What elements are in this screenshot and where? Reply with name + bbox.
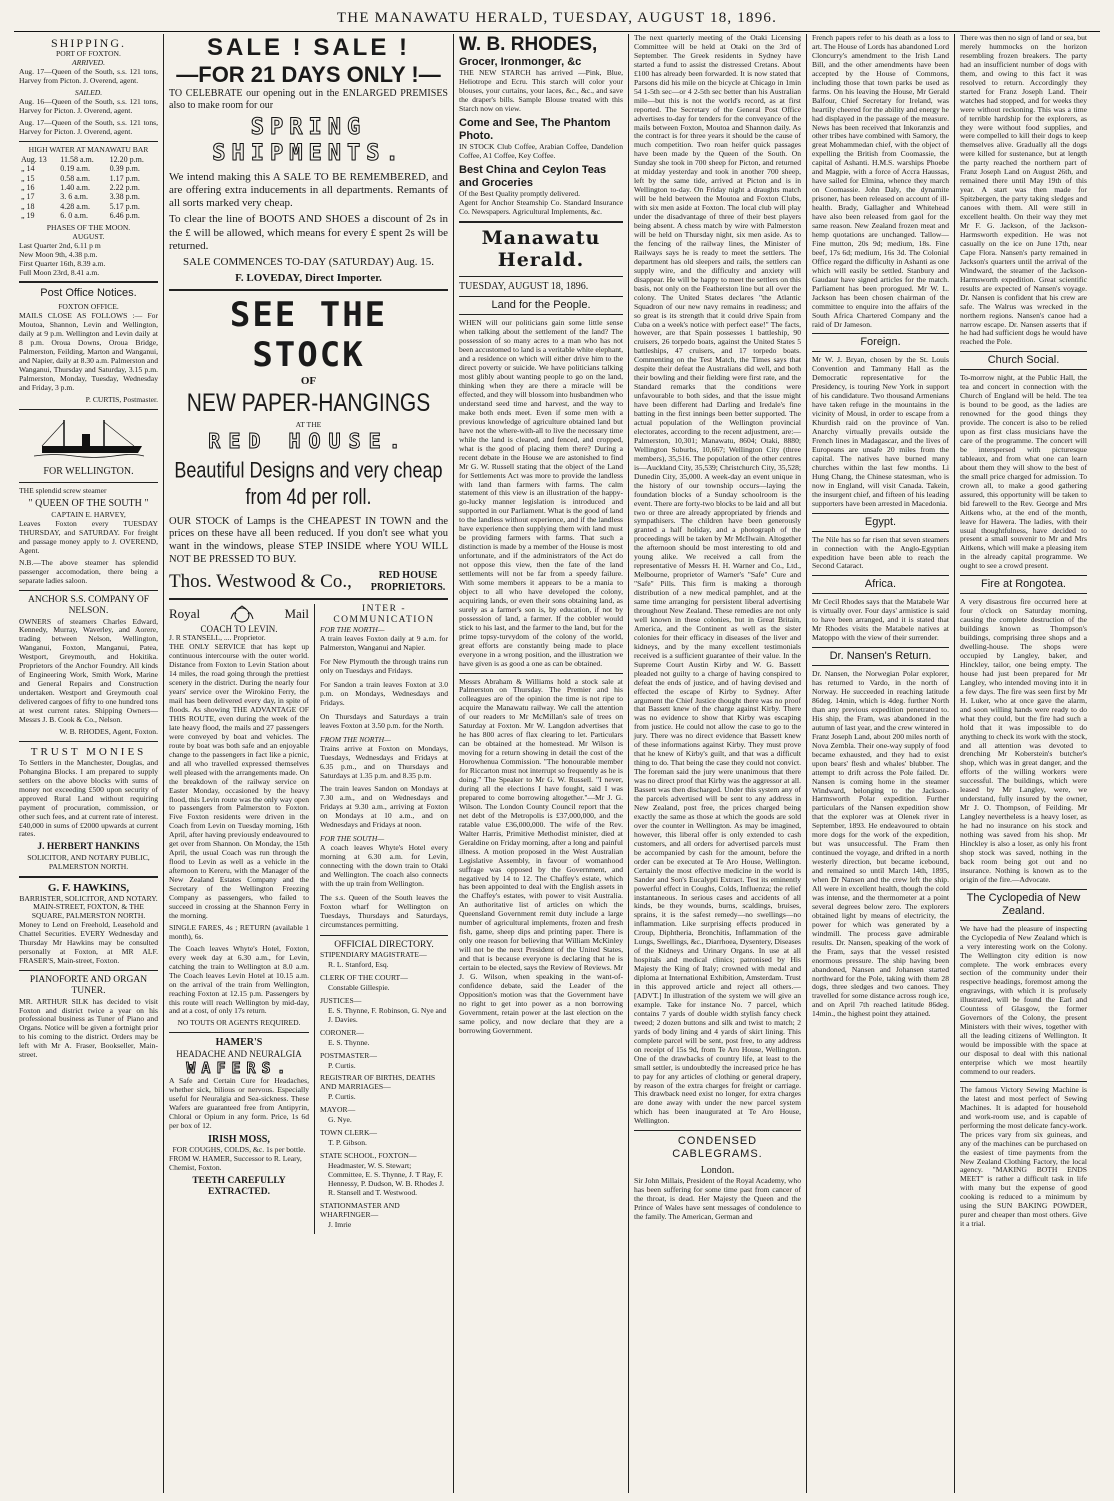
cablegrams-heading: CONDENSED CABLEGRAMS.: [672, 1135, 763, 1161]
phantom-photo: Come and See, The Phantom Photo.: [459, 117, 611, 143]
column-4: [629, 34, 807, 1493]
post-office-sub: FOXTON OFFICE.: [58, 302, 119, 312]
tide-cell: 6.46 p.m.: [109, 211, 140, 221]
coach-title: COACH TO LEVIN.: [200, 623, 278, 634]
directory-holder: T. P. Gibson.: [328, 1138, 367, 1148]
captain: CAPTAIN E. HARVEY,: [51, 510, 126, 520]
high-water-title: HIGH WATER AT MANAWATU BAR: [28, 144, 149, 154]
directory-holder: Constable Gillespie.: [328, 982, 390, 992]
train-notice: The s.s. Queen of the South leaves the Foxton wharf for Wellington on Tuesdays, Thursdays and Saturdays, circumstances permitting.: [320, 892, 448, 929]
paper-hangings: NEW PAPER-HANGINGS: [186, 389, 431, 418]
moon-phase: New Moon 9th, 4.38 p.m.: [19, 249, 98, 259]
steamer-line: THE splendid screw steamer: [19, 485, 107, 495]
tide-cell: „ 15: [21, 173, 35, 183]
directory-office: MAYOR—: [320, 1105, 356, 1115]
royal-label: Royal: [169, 606, 201, 622]
tide-row: [19, 202, 158, 211]
masthead: THE MANAWATU HERALD, TUESDAY, AUGUST 18, 1896.: [14, 10, 1100, 32]
local-news: The next quarterly meeting of the Otaki Licensing Committee will be held at Otaki on the 3rd of September. The Greek residents in Sydney have started a fund to assist the distressed Cretans. About £100 has already been forwarded. It is now stated that Parsons did his mile on the bicycle at Chicago in 1min 54 1-5th sec—or 4 2-5th sec better than his Australian mile—but this is not the world's record, as at first reported. The Secretary of the General Post Office advertises to-day for tenders for the conveyance of the mails between Foxton, Moutoa and Shannon daily. As the contract is for three years it should be the cause of much competition. Two roan heifer quick passages have been made by the Queen of the South. On Sunday she took in 700 sheep for Picton, and returned at midday yesterday and took in another 700 sheep, left by the same tide, arrived at Picton and is in Wellington to-day. On Friday night a draughts match will be held between the Moutoa and Foxton Clubs, with six men aside at Foxton. The local club will play under the disadvantage of three of their best players being absent. A chess match by wire with Palmerston will be held on Thursday night, six men aside. As to the fencing of the railway lines, the Minister of Railways says he is ready to meet the settlers. The department has old sleepers and rails, the settlers can supply wire, and the difficulty and anxiety will disappear. He will be happy to meet the settlers on this basis, not only on the Featherston line but all over the colony. The United States declares "the Atlantic Squadron of our new navy remains in readiness; and so great is its strength that it could drive Spain from Cuba on a week's notice with perfect ease!" The facts, however, are that Spain possesses 1 battleship, 90 cruisers, 26 torpedo boats, against the United States 5 battleships, 47 cruisers, and 17 torpedo boats. Commenting on the Test Match, the Times says that despite their defeat the Australians did well, and both their bowling and their fielding were first rate, and the Standard remarks that the conditions were unfavourable to both sides, and that the issue might have been different had Darling and Iredale's fine batting in the first innings been better supported. The actual population of the Wellington provincial electorates, according to the recent adjustment, are:—Palmerston, 10,301; Manawatu, 8604; Otaki, 8880; Wellington Suburbs, 10,667; Wellington City (three members), 35,516. The population of the other centres is—Auckland City, 35,539; Christchurch City, 35,528; Dunedin City, 35,000. A week-day an event unique in the history of our township occurs—laying the foundation blocks of a Sunday schoolroom is the event. There are forty-two blocks to be laid and all but two or three are already appropriated by friends and sympathisers. The children have been generously granted a half holiday, and a photograph of the proceedings will be taken by Mr McIlwain. Altogether the afternoon should be most interesting to old and young alike. We received a call from the representative of Messrs H. H. Warner and Co., Ltd., Melbourne, proprietor of Warner's "Safe" Cure and "Safe" Pills. This firm is making a thorough distribution of a new medical pamphlet, and at the same time arranging for persistent liberal advertising throughout New Zealand. These remedies are not only well known in these colonies, but in Great Britain, America, and the Continent as well as the sister colonies for their efficacy in diseases of the liver and kidneys, and by the many excellent testimonials received is a sufficient guarantee of their value. In the Supreme Court Austin Kirby and W. G. Bassett pleaded not guilty to a charge of having conspired to defeat the ends of justice, and of having devised and effected the escape of Kirby to Sydney. After argument the Chief Justice thought there was no proof that Bassett knew of the charge against Kirby. There was no evidence to show that Kirby was escaping from justice. He could not allow the case to go to the jury. There was no direct evidence that Bassett knew of these informations against Kirby. They must prove that he knew of Kirby's guilt, and that was a difficult thing to do. That being the case they could not convict. The foreman said the jury were unanimous that there was no direct proof that Kirby was the aggressor at all. Bassett was then discharged. Under this system any of the parcels advertised will be sent to any address in New Zealand, post free, the prices charged being exactly the same as those at which the goods are sold over the counter in Wellington. As may be imagined, however, this liberal offer is only extended to cash customers, and all orders for advertised parcels must be accompanied by cash for the amount, before the order can be executed at Te Aro House, Wellington. Certainly the most effective medicine in the world is Sander and Son's Eucalypti Extract. Test its eminently powerful effect in Coughs, Colds, Influenza; the relief instantaneous. In serious cases and accidents of all kinds, be they wounds, burns, scaldings, bruises, sprains, it is the safest remedy—no swellings—no inflammation. Like surprising effects produced in Croup, Diphtheria, Bronchitis, Inflammation of the Lungs, Swellings, &c., Diarrhoea, Dysentery, Diseases of the Kidneys and Urinary Organs. In use at all hospitals and medical clinics; patronised by His Majesty the King of Italy; crowned with medal and diploma at International Exhibition, Amsterdam. Trust in this approved article and reject all others.—[ADVT.] In illustration of the system we will give an example. Take for instance No. 7 parcel, which contains 7 yards of double width stylish fancy check tweed; 2 dozen buttons and silk and twist to match; 2 yards of body lining and 4 yards of skirt lining. This complete parcel will be sent, post free, to any address on receipt of 15s 9d, from Te Aro House, Wellington. One of the drawbacks of country life, at least to the small settler, is undoubtedly the increased price he has to pay for any articles of clothing or general drapery, by reason of the extra charges for freight or carriage. This drawback need exist no longer, for extra charges are done away with under the new parcel system which has been inaugurated at Te Aro House, Wellington.: [634, 34, 801, 1126]
hamers-title: HAMER'S: [215, 1037, 263, 1049]
sailed-label: SAILED.: [74, 87, 103, 97]
directory: [315, 604, 448, 1234]
hawkins-body: Money to Lend on Freehold, Leasehold and Chattel Securities. EVERY Wednesday and Thursday Mr Hawkins may be consulted personally at Foxton, at MR ALF. FRASER'S, Main-street, Foxton.: [19, 920, 158, 966]
for-south: FOR THE SOUTH—: [320, 834, 385, 844]
official-directory-list: [320, 951, 448, 1230]
cyclopedia-news: We have had the pleasure of inspecting the Cyclopedia of New Zealand which is a very interesting work on the Colony. The Wellington city edition is now complete. The work embraces every section of the community under their respective headings, foremost among the engravings, with which it is profusely illustrated, will be found the Earl and Countess of Glasgow, the former Governors of the Colony, the present Ministers with their wives, together with all the leading citizens of Wellington. It would be impossible with the space at our disposal to deal with this national enterprise which we most heartily commend to our readers.: [960, 923, 1087, 1076]
tide-cell: 12.20 p.m.: [109, 154, 144, 164]
directory-office: REGISTRAR OF BIRTHS, DEATHS AND MARRIAGES—: [320, 1073, 436, 1092]
moon-phase: Full Moon 23rd, 8.41 a.m.: [19, 267, 100, 277]
directory-office: JUSTICES—: [320, 995, 362, 1005]
westwood-name: Thos. Westwood & Co.,: [169, 570, 352, 592]
train-notice: For Sandon a train leaves Foxton at 3.0 p.m. on Mondays, Wednesdays and Fridays.: [320, 679, 448, 707]
cyclopedia-heading: The Cyclopedia of New Zealand.: [960, 889, 1087, 921]
rhodes-name: W. B. RHODES,: [459, 34, 598, 55]
trust-body: To Settlers in the Manchester, Douglas, and Pohangina Blocks. I am prepared to supply settlers on the above blocks with sums of money not exceeding £500 upon security of approved Rural Land without requiring payment of procuration, commission, or other such fees, and at current rate of interest. £40,000 in sums of £2000 upwards at current rates.: [19, 757, 158, 839]
tide-cell: 3. 6 a.m.: [60, 192, 89, 202]
tide-row: [19, 174, 158, 183]
london-news: Sir John Millais, President of the Royal Academy, who has been suffering for some time past from cancer of the throat, is dead. Her Majesty the Queen and the Prince of Wales have sent messages of condolence to the family. The American, German and: [634, 1176, 801, 1221]
lamps-text: OUR STOCK of Lamps is the CHEAPEST IN TOWN and the prices on these have all been reduced. If you don't see what you want in the windows, please STEP INSIDE where YOU WILL NOT BE PRESSED TO BUY.: [169, 515, 448, 565]
anchor-title: ANCHOR S.S. COMPANY OF NELSON.: [28, 595, 149, 617]
nansen-continued: There was then no sign of land or sea, but merely hummocks on the horizon resembling frozen breakers. The party had an insufficient number of dogs with them, and owing to this fact it was resolved to return. Accordingly they started for Franz Joseph Land. Their watches had stopped, and for weeks they were without reckoning. This was a time of terrible hardship for the explorers, as they were without food supplies, and were compelled to kill their dogs to keep themselves alive. Gradually all the dogs were killed for sustenance, but at length the party reached the northern part of Franz Joseph Land on August 26th, and remained there until May 19th of this year. A start was then made for Spitzbergen, the party taking sledges and canoes with them. All were still in excellent health. On their way they met Mr F. G. Jackson, of the Jackson-Harmsworth expedition. He was not casually on the ice on June 17th, near Cape Flora. Nansen's party remained in Jackson's quarters until the arrival of the Windward, the steamer of the Jackson-Harmsworth expedition. Great scientific results are expected of Nansen's voyage. Dr. Nansen is confident that his crew are safe. The Walrus was wrecked in the northern regions. Nansen's canoe had a narrow escape. Dr. Nansen asserts that if he had had sufficient dogs he would have reached the Pole.: [960, 34, 1087, 347]
africa-news: Mr Cecil Rhodes says that the Matabele War is virtually over. Four days' armistice is said to have been arranged, and it is stated that Mr Rhodes visits the Matabele natives at Matoppo with the view of their surrender.: [812, 597, 949, 643]
tide-cell: Aug. 13: [21, 154, 47, 164]
fire-heading: Fire at Rongotea.: [960, 575, 1087, 594]
celebrate-text: TO CELEBRATE our opening out in the ENLARGED PREMISES also to make room for our: [169, 88, 448, 112]
shipping-title: SHIPPING.: [50, 36, 126, 50]
land-editorial: WHEN will our politicians gain some little sense when talking about the settlement of the land? The possession of so many acres to a man who has not been accustomed to land is a veritable white elephant, and a residence on which will either drive him to the direct poverty or suicide. We have politicians talking most glibly about wanting people to go on the land, thinking when they are there a miracle will be effected, and they will blossom into husbandmen who understand seed time and harvest, and the way to make both ends meet. Even if some men with a previous knowledge of agriculture obtained land but have not the where-with-all to live the necessary time while the land is cleared, and fenced, and cropped, what is the good of placing them there? During a recent debate in the House we are astonished to find Mr G. W. Russell stating that the object of the Land for Settlements Act was more to provide the landless with land than farmers with farms. The calm statement of this view is an illustration of the happy-go-lucky manner legislation is introduced and supported in our Parliament. What is the good of land to the landless without experience, and if the landless have experience then supplying them with land must be providing farmers with farms. That such a distinction is made by a member of the House is most unfortunate, and if the administrators of the Act do not oppose this view, then the fate of the land settlements will not be far from a speedy failure. With some members it appears to be a mania to object to all who have developed the colony, acquiring lands, or even their sons obtaining land, as surely as a farmer's son is, by education, if not by possession of land, a farmer. If the cobbler would stick to his last, and the farmer to the land, but for the prime topsy-turvydom of the colony of the world, great efforts are constantly being made to place everyone in a wrong position, and the illustration we have given is as good a one as can be obtained.: [459, 318, 623, 668]
hankins-sub: SOLICITOR, AND NOTARY PUBLIC, PALMERSTON NORTH.: [27, 852, 150, 871]
directory-holder: P. Curtis.: [328, 1060, 356, 1070]
moon-month: AUGUST.: [72, 231, 105, 241]
egypt-news: The Nile has so far risen that seven steamers in connection with the Anglo-Egyptian expedition have been able to reach the Second Cataract.: [812, 534, 949, 571]
piano-title: PIANOFORTE AND ORGAN TUNER.: [29, 975, 148, 997]
tide-row: [19, 211, 158, 220]
directory-office: STIPENDIARY MAGISTRATE—: [320, 949, 427, 959]
train-notice: On Thursdays and Saturdays a train leaves Foxton at 3.50 p.m. for the North.: [320, 711, 448, 730]
port-label: PORT OF FOXTON.: [56, 49, 121, 59]
piano-body: MR. ARTHUR SILK has decided to visit Foxton and district twice a year on his professional business as Tuner of Piano and Organs. Notice will be given a fortnight prior to his coming to the district. Orders may be left with Mr A. Fraser, Bookseller, Main-street.: [19, 996, 158, 1060]
wafers-body: A Safe and Certain Cure for Headaches, whether sick, bilious or nervous. Especially useful for Neuralgia and Sea-sickness. These Wafers are guaranteed free from Antipyrin, Chloral or Opium in any form. Price, 1s 6d per box of 12.: [169, 1076, 309, 1131]
moon-title: PHASES OF THE MOON.: [46, 222, 131, 232]
tide-cell: 5.17 p.m.: [109, 201, 140, 211]
sailing-notice: Leaves Foxton every TUESDAY THURSDAY, and SATURDAY. For freight and passage money apply to J. OVEREND, Agent.: [19, 519, 158, 556]
tide-row: [19, 155, 158, 164]
for-north: FOR THE NORTH—: [320, 625, 385, 635]
sewing-advert: The famous Victory Sewing Machine is the latest and most perfect of Sewing Machines. It is adapted for household and work-room use, and is capable of performing the most delicate fancy-work. The prices vary from six guineas, and any of the machines can be purchased on the easiest of time payments from the New Zealand Clothing Factory, the local agency. "MAKING BOTH ENDS MEET" is rather a difficult task in life with many but the expense of good cooking is reduced to a minimum by using the SUN BAKING POWDER, purer and cheaper than most others. Give it a trial.: [960, 1084, 1087, 1229]
column-6: [955, 34, 1092, 1493]
royal-crest-icon: [229, 604, 255, 624]
official-directory-title: OFFICIAL DIRECTORY.: [334, 939, 434, 950]
directory-holder: Headmaster, W. S. Stewart; Committee, E. S. Thynne, J. T Ray, F. Hennessy, P. Dudson, W. B. Rhodes J. R. Stansell and T. Westwood.: [328, 1161, 444, 1197]
teas-sub: Of the Best Quality promptly delivered.: [459, 188, 581, 198]
tide-cell: 0.39 p.m.: [109, 164, 140, 174]
trust-title: TRUST MONIES: [30, 745, 147, 758]
tide-cell: „ 17: [21, 192, 35, 202]
hankins-name: J. HERBERT HANKINS: [37, 842, 140, 853]
arrived-entry: Aug. 17—Queen of the South, s.s. 121 tons, Harvey from Picton. J. Overend, agent.: [19, 67, 158, 86]
directory-holder: J. Imrie: [328, 1219, 352, 1229]
sailed-entry: Aug. 16—Queen of the South, s.s. 121 tons, Harvey for Picton. J. Overend, agent.: [19, 96, 158, 115]
africa-heading: Africa.: [812, 575, 949, 594]
directory-office: TOWN CLERK—: [320, 1128, 378, 1138]
egypt-heading: Egypt.: [812, 513, 949, 532]
tide-cell: 0.19 a.m.: [60, 164, 91, 174]
sailed-entry: Aug. 17—Queen of the South, s.s. 121 tons, Harvey for Picton. J. Overend, agent.: [19, 117, 158, 136]
tide-cell: „ 16: [21, 183, 35, 192]
herald-nameplate: Manawatu Herald.: [481, 226, 601, 272]
london-heading: London.: [700, 1165, 735, 1177]
see-the-stock: SEE THE STOCK: [229, 294, 388, 375]
at-the: AT THE: [295, 419, 322, 429]
directory-holder: P. Curtis.: [328, 1092, 356, 1102]
train-notice: Trains arrive at Foxton on Mondays, Tuesdays, Wednesdays and Fridays at 6.35 p.m., and on Thursdays and Saturdays at 1.35 p.m. and 8.35 p.m.: [320, 743, 448, 780]
train-notice: A coach leaves Whyte's Hotel every morning at 6.30 a.m. for Levin, connecting with the down train to Otaki and Wellington. The coach also connects with the up train from Wellington.: [320, 843, 448, 888]
directory-holder: G. Nye.: [328, 1115, 352, 1125]
hamer-chemist: FROM W. HAMER, Successor to R. Leary, Chemist, Foxton.: [169, 1153, 302, 1172]
directory-office: STATIONMASTER AND WHARFINGER—: [320, 1200, 400, 1219]
steamship-icon: [34, 416, 144, 460]
directory-office: STATE SCHOOL, FOXTON—: [320, 1151, 417, 1161]
nansen-heading: Dr. Nansen's Return.: [812, 647, 949, 666]
column-3: [454, 34, 629, 1493]
agent-text: Agent for Anchor Steamship Co. Standard Insurance Co. Newspapers. Agricultural Implements, &c.: [459, 197, 623, 216]
irish-moss: IRISH MOSS,: [208, 1134, 270, 1146]
tide-cell: 1.17 p.m.: [109, 173, 140, 183]
land-heading: Land for the People.: [459, 296, 623, 315]
coffee-text: IN STOCK Club Coffee, Arabian Coffee, Dandelion Coffee, A1 Coffee, Key Coffee.: [459, 142, 623, 161]
directory-holder: R. L. Stanford, Esq.: [328, 959, 389, 969]
local-notes: Messrs Abraham & Williams hold a stock sale at Palmerston on Thursday. The Premier and his colleagues are of the opinion the time is not ripe to acquire the Manawatu railway. We call the attention of our readers to Mr McMillan's sale of trees on Saturday at Foxton. Mr W. Langdon advertises that he has 800 acres of flax clearing to let. Particulars can be obtained at the homestead. Mr Wilson is moving for a return showing in detail the cost of the Horowhenua Commission. "The honourable member for Riccarton must not interrupt so frequently as he is doing." The Speaker to Mr G. W. Russell. "I never, during all the elections I have fought, said I was prepared to come borrowing altogether."—Mr J. G. Wilson. The London County Council report that the net debt of the Metropolis is £37,000,000, and the ratable value £36,000,000. The wife of the Rev. Walter Harris, Primitive Methodist minister, died at Geraldine on Friday morning, after a long and painful illness. A motion proposed in the West Australian Legislative Assembly, in favour of womanhood suffrage was opposed by the Government, and negatived by 14 to 12. The Chaffey's estate, which has been appointed to deal with the English assets in the Chaffey's estates, with power to visit Australia. An authoritative list of articles on which the Queensland Government remit duty include a large number of agricultural implements, frozen and fresh fish, game, sheep dips and printing paper. There is only one reason for believing that William McKinley will not be the next President of the United States, and that is because everyone is declaring that he is certain to be elected, says the Review of Reviews. Mr J. G. Wilson, when speaking in the want-of-confidence debate, said the Leader of the Opposition's motion was that the Government have no right to get into power as a non borrowing Government, retain power at the last election on the same policy, and now declare that they are a borrowing Government.: [459, 676, 623, 1035]
days-headline: —FOR 21 DAYS ONLY !—: [176, 62, 441, 88]
foreign-news: Mr W. J. Bryan, chosen by the St. Louis Convention and Tammany Hall as the Democratic representative for the Presidency, is touring New York in support of his candidature. Two thousand Armenians have taken refuge in the mountains in the vicinity of Mousl, in order to escape from a Khurdish raid on the province of Van. Anarchy virtually prevails outside the French lines in Madagascar, and the lives of Europeans are unsafe 20 miles from the capital. The natives have burned many churches within the last few months. Li Hung Chang, the Chinese statesman, who is now in England, will visit Canada. Takein, the insurgent chief, and fifteen of his leading supporters have been arrested in Macedonia.: [812, 355, 949, 508]
of-label: OF: [300, 375, 317, 388]
red-house: RED HOUSE.: [208, 428, 409, 453]
steamer-name: " QUEEN OF THE SOUTH ": [28, 497, 149, 509]
teas-heading: Best China and Ceylon Teas and Groceries: [459, 163, 607, 189]
inter-communication-title: INTER - COMMUNICATION: [333, 603, 435, 625]
tide-cell: 6. 0 a.m.: [60, 211, 89, 221]
tide-cell: 2.22 p.m.: [109, 183, 140, 192]
directory-holder: E. S. Thynne.: [328, 1037, 370, 1047]
fire-news: A very disastrous fire occurred here at four o'clock on Saturday morning, causing the complete destruction of the buildings known as Thompson's buildings, comprising three shops and a dwelling-house. The shops were occupied by Langley, baker, and Hinckley, tailor, one being empty. The house had just been prepared for Mr Langley, who intended moving into it in a few days. The fire was seen first by Mr H. Luker, who at once gave the alarm, and soon willing hands were ready to do what they could, but the fire had such a hold that it was impossible to do anything to check its work with the stock, and all attention was devoted to drenching Mr Koberstein's butcher's shop, which was in great danger, and the efforts of the willing workers were successful. The buildings, which were leased by Mr Langley, were, we understand, fully insured by the owner, Mr J. O. Thompson, of Feilding. Mr Langley nevertheless is a heavy loser, as he had no insurance on his stock and nothing was saved from his shop. Mr Hinckley is also a loser, as only his front shop stock was saved, nothing in the back room being got out and no insurance. Nothing is known as to the origin of the fire.—Advocate.: [960, 597, 1087, 884]
column-2: [164, 34, 454, 1493]
tide-cell: „ 14: [21, 164, 35, 174]
headache-title: HEADACHE AND NEURALGIA: [176, 1049, 302, 1060]
beautiful-designs: Beautiful Designs and very cheap from 4d per roll.: [174, 458, 443, 510]
tide-cell: „ 19: [21, 211, 35, 221]
sale-intend: We intend making this A SALE TO BE REMEMBERED, and are offering extra inducements in all departments. Remants of all sorts marked very cheap.: [169, 170, 448, 210]
tide-cell: „ 18: [21, 201, 35, 211]
sale-headline: SALE ! SALE !: [206, 34, 410, 61]
tide-row: [19, 192, 158, 201]
proprietors: RED HOUSE PROPRIETORS.: [370, 570, 446, 593]
loveday: F. LOVEDAY, Direct Importer.: [235, 271, 382, 284]
tide-cell: 4.28 a.m.: [60, 201, 91, 211]
nb-notice: N.B.—The above steamer has splendid passenger accomodation, there being a separate ladies saloon.: [19, 558, 158, 586]
nansen-news: Dr. Nansen, the Norwegian Polar explorer, has returned to Vardo, in the north of Norway. He succeeded in reaching latitude 86deg. 14min, which is 4deg. further North than any previous expedition penetrated to. His ship, the Fram, was abandoned in the autumn of last year, and the crew wintered in Franz Joseph Land, about 200 miles north of Nova Zembla. Their one-way supply of food became exhausted, and they had to exist upon bears' flesh and whales' blubber. The attempt to drift across the Pole failed. Dr. Nansen is coming home in the steamer Windward, belonging to the Jackson-Harmsworth Polar expedition. Further particulars of the Nansen expedition show that the explorer was at Olenek river in September, 1893. He endeavoured to obtain more dogs for the work of the expedition, but was unsuccessful. The Fram then continued the voyage, and drifted in a north westerly direction, but became icebound, and remained so until March 14th, 1895, when Dr Nansen and the crew left the ship. All were in excellent health, though the cold was intense, and the thermometer at a point several degrees below zero. The explorers obtained light by means of electricity, the power for which was generated by a windmill. The process gave admirable results. Dr. Nansen, speaking of the work of the Fram, says that the vessel resisted enormous pressure. The ship having been abandoned, Nansen and Johansen started northward for the Pole, taking with them 28 dogs, three sledges and two canoes. They travelled for some distance across rough ice, and on April 7th reached latitude 86deg. 14min., the highest point they attained.: [812, 669, 949, 1019]
hawkins-name: G. F. HAWKINS,: [47, 881, 130, 894]
starch-text: THE NEW STARCH has arrived —Pink, Blue, Heliotrope and Ecru. This starch will color your blouses, your curtains, your laces, &c., &c., and save the draper's bills. Sample Blouse treated with this Starch now on view.: [459, 68, 623, 114]
train-notice: For New Plymouth the through trains run only on Tuesdays and Fridays.: [320, 657, 448, 675]
foreign-heading: Foreign.: [812, 333, 949, 352]
teeth-extracted: TEETH CAREFULLY EXTRACTED.: [192, 1175, 286, 1198]
church-news: To-morrow night, at the Public Hall, the tea and concert in connection with the Church of England will be held. The tea is bound to be good, as the ladies are renowned for the good things they provide. The concert is also to be relied upon as first class musicians have the care of the programme. The concert will be interspersed with picturesque tableaux, and from what one can learn about them they will show to the best of the small price charged for admission. To crown all, to make a good gathering assured, this opportunity will be taken to bid farewell to the Rev. George and Mrs Aitkens who, at the end of the month, leave for Hawera. The ladies, with their usual thoughtfulness, have decided to present a small souvenir to Mr and Mrs Aitkens, which will make a pleasing item in the already capital programme. We ought to see a crowd present.: [960, 373, 1087, 571]
tide-cell: 3.38 p.m.: [109, 192, 140, 202]
directory-office: CORONER—: [320, 1027, 364, 1037]
directory-office: POSTMASTER—: [320, 1050, 377, 1060]
moon-phase: First Quarter 16th, 8.39 a.m.: [19, 258, 106, 268]
tide-row: [19, 164, 158, 173]
wellington-title: FOR WELLINGTON.: [43, 465, 134, 477]
tide-cell: 1.40 a.m.: [60, 183, 91, 192]
rhodes-trade: Grocer, Ironmonger, &c: [459, 56, 582, 69]
train-notice: A train leaves Foxton daily at 9 a.m. for Palmerston, Wanganui and Napier.: [320, 634, 448, 653]
boots-discount: To clear the line of BOOTS AND SHOES a discount of 2s in the £ will be allowed, which means for every £ spent 2s will be returned.: [169, 213, 448, 252]
tide-cell: 11.58 a.m.: [60, 154, 94, 164]
hawkins-sub: BARRISTER, SOLICITOR, AND NOTARY. MAIN-STREET, FOXTON, & THE SQUARE, PALMERSTON NORTH.: [19, 893, 158, 921]
columns: [14, 34, 1100, 1493]
no-touts: NO TOUTS OR AGENTS REQUIRED.: [177, 1018, 301, 1028]
moss-body: FOR COUGHS, COLDS, &c. 1s per bottle.: [172, 1144, 306, 1154]
cable-news: French papers refer to his death as a loss to art. The House of Lords has abandoned Lord Cloncurry's amendment to the Irish Land Bill, and the other amendments have been accepted by the House of Commons, including those that town parks be used as farms. On his leaving the House, Mr Gerald Balfour, Chief Secretary for Ireland, was heartily cheered for the ability and energy he had displayed in the passage of the measure. News has been received that Inkoranzis and other tribes have combined with Samory, the great Mohammedan chief, with the object of expelling the British from Coomassie, the capital of Ashanti. H.M.S. warships Phoebe and Magpie, with a force of Accra Haussas, have sailed for Elmina, whence they march on Coomassie. John Daly, the dynamite prisoner, has been released on account of ill-health. Brady, Gallagher and Whitehead have also been released from gaol for the same reason. New Zealand frozen meat and hemp quotations are unchanged. Tallow—Fine mutton, 20s 9d; medium, 18s. Fine beef, 17s 6d; medium, 16s 3d. The Colonial Office regard the difficulty in Ashanti as one which will easily be settled. Stanbury and Gaudaur have signed articles for the match. Parliament has been prorogued. Mr W. L. Jackson has been chosen chairman of the committee to enquire into the affairs of the South Africa Chartered Company and the raid of Dr Jameson.: [812, 34, 949, 329]
tide-cell: 0.58 a.m.: [60, 173, 91, 183]
church-heading: Church Social.: [960, 351, 1087, 370]
moon-phase: Last Quarter 2nd, 6.11 p m: [19, 240, 101, 250]
issue-date: TUESDAY, AUGUST 18, 1896.: [459, 280, 589, 292]
tide-row: [19, 183, 158, 192]
spring-shipments: SPRING SHIPMENTS.: [212, 114, 405, 166]
postmaster-sign: P. CURTIS, Postmaster.: [85, 394, 158, 404]
coach-body: THE ONLY SERVICE that has kept up continuous intercourse with the outer world. Distance from Foxton to Levin Station about 14 miles, the road going through the prettiest scenery in the district. During the nearly four years' service over the Wirokino Ferry, the mail has been delivered every day, in spite of floods. As showing THE ADVANTAGE OF THIS ROUTE, even during the week of the late heavy flood, the mails and 27 passengers were conveyed by boat and vehicles. The route by boat was both safe and an enjoyable change to the passengers in fact like a picnic, and all who travelled expressed themselves well pleased with the arrangements made. On the breakdown of the railway service on Easter Monday, occasioned by the heavy flood, this Levin route was the only way open to passengers from Palmerston to Foxton. Five Foxton residents were driven in the Coach from Levin on Tuesday morning, 16th April, after having previously endeavoured to get over from Shannon. On Monday, the 15th April, the usual Coach was run through the flood to Levin as well as a vehicle in the afternoon to Kereru, with the Manager of the New Zealand Estates Company and the Secretary of the Wellington Freezing Company as passengers, who failed to succeed in crossing at the Shannon Ferry in the morning.: [169, 642, 309, 920]
sale-commences: SALE COMMENCES TO-DAY (SATURDAY) Aug. 15.: [182, 255, 435, 268]
mail-label: Mail: [284, 606, 309, 622]
directory-holder: E. S. Thynne, F. Robinson, G. Nye and J. Davies.: [328, 1005, 447, 1024]
from-north: FROM THE NORTH—: [320, 734, 391, 744]
column-1: [14, 34, 164, 1493]
coach-leaves: The Coach leaves Whyte's Hotel, Foxton, every week day at 6.30 a.m., for Levin, catching the train to Wellington at 8.0 a.m. The Coach leaves Levin Hotel at 10.15 a.m. on the arrival of the train from Wellington, reaching Foxton at 12.15 p.m. Passengers by this route will reach Wellington by mid-day, and at a cost, of only 17s return.: [169, 943, 309, 1016]
tide-table: [19, 155, 158, 221]
train-notice: The train leaves Sandon on Mondays at 7.30 a.m., and on Wednesdays and Fridays at 9.30 a.m., arriving at Foxton on Mondays at 10 a.m., and on Wednesdays and Fridays at noon.: [320, 784, 448, 830]
coach-fares: SINGLE FARES, 4s ; RETURN (available 1 month), 6s.: [169, 922, 309, 941]
stansell: J. R STANSELL, .... Proprietor.: [169, 633, 266, 643]
post-office-title: Post Office Notices.: [40, 287, 137, 300]
arrived-label: ARRIVED.: [71, 58, 106, 68]
anchor-body: OWNERS of steamers Charles Edward, Kennedy, Murray, Waverley, and Aorere, trading between Nelson, Wellington, Wanganui, Foxton, Manganui, Patea, Westport, Greymouth, and Hokitika. Proprietors of the Anchor Foundry. All kinds of Engineering Work, Smith Work, Marine and General Repairs and Construction undertaken. Westport and Greymouth coal delivered cargoes of fifty to one hundred tons at west current rates. Shipping Owners— Messrs J. B. Cook & Co., Nelson.: [19, 616, 158, 724]
directory-office: CLERK OF THE COURT—: [320, 972, 408, 982]
post-office-body: MAILS CLOSE AS FOLLOWS :— For Moutoa, Shannon, Levin and Wellington, daily at 9 p.m. Wellington and Levin daily at 8 p.m. Oroua Downs, Oroua Bridge, Palmerston, Feilding, Marton and Wanganui, and Napier, daily at 8.30 a.m. Palmerston and Wanganui, Thursday and Saturday, 3.15 p.m. Palmerston, Monday, Tuesday, Wednesday and Friday, 3 p.m.: [19, 311, 158, 393]
column-5: [807, 34, 955, 1493]
wafers-title: WAFERS.: [186, 1058, 292, 1077]
anchor-agent: W. B. RHODES, Agent, Foxton.: [59, 726, 158, 736]
